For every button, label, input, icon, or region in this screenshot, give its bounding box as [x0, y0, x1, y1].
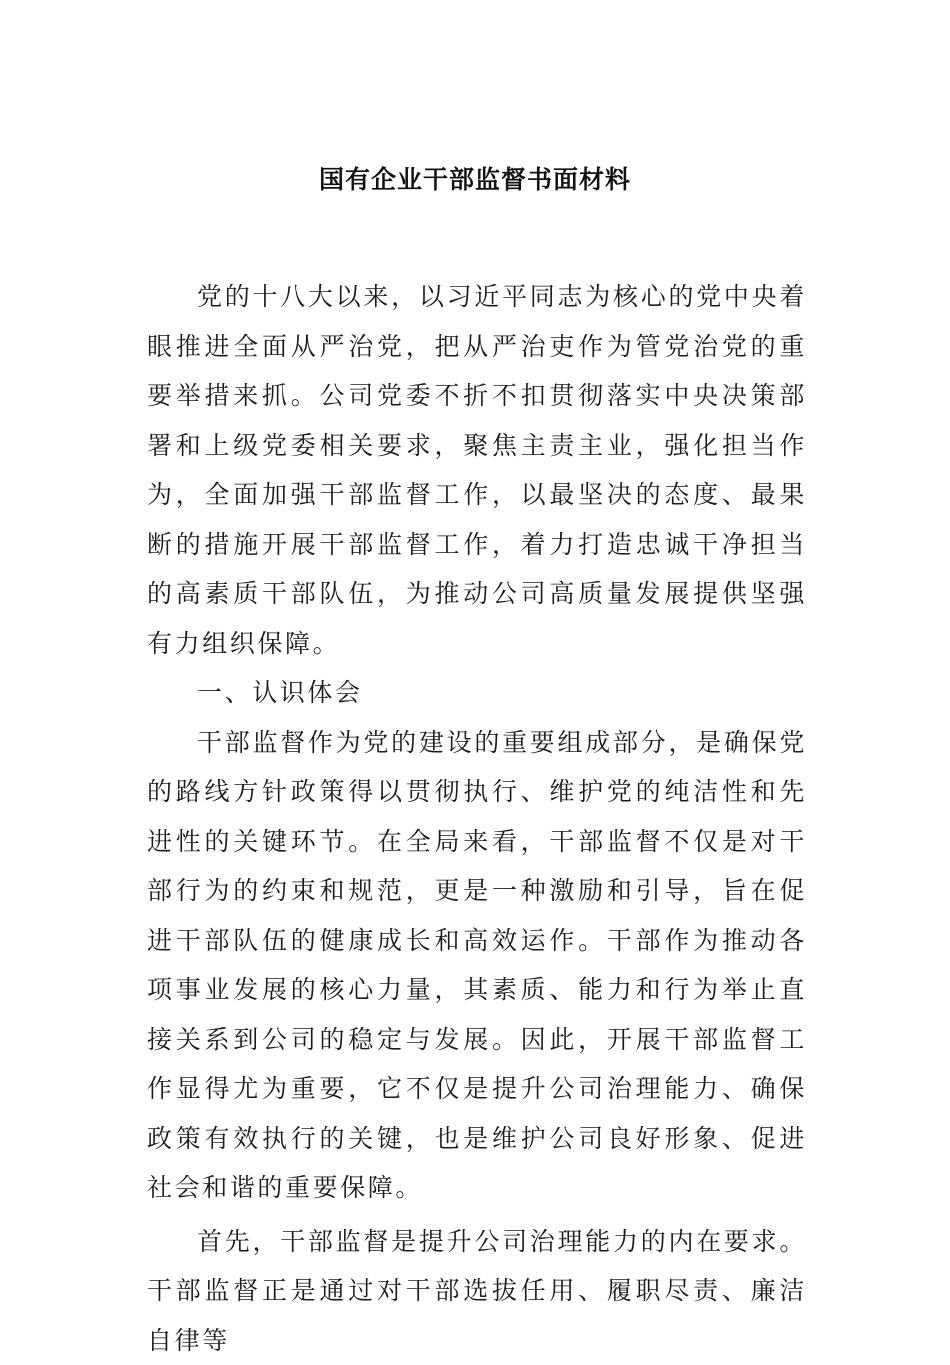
section-heading: 一、认识体会 — [147, 668, 807, 718]
document-body — [147, 272, 807, 1365]
paragraph-first-point: 首先，干部监督是提升公司治理能力的内在要求。干部监督正是通过对干部选拔任用、履职尽责、廉洁自律等 — [147, 1217, 807, 1365]
paragraph-intro: 党的十八大以来，以习近平同志为核心的党中央着眼推进全面从严治党，把从严治吏作为管党治党的重要举措来抓。公司党委不折不扣贯彻落实中央决策部署和上级党委相关要求，聚焦主责主业，强化担当作为，全面加强干部监督工作，以最坚决的态度、最果断的措施开展干部监督工作，着力打造忠诚干净担当的高素质干部队伍，为推动公司高质量发展提供坚强有力组织保障。 — [147, 272, 807, 668]
paragraph-understanding: 干部监督作为党的建设的重要组成部分，是确保党的路线方针政策得以贯彻执行、维护党的纯洁性和先进性的关键环节。在全局来看，干部监督不仅是对干部行为的约束和规范，更是一种激励和引导，旨在促进干部队伍的健康成长和高效运作。干部作为推动各项事业发展的核心力量，其素质、能力和行为举止直接关系到公司的稳定与发展。因此，开展干部监督工作显得尤为重要，它不仅是提升公司治理能力、确保政策有效执行的关键，也是维护公司良好形象、促进社会和谐的重要保障。 — [147, 718, 807, 1213]
document-title: 国有企业干部监督书面材料 — [0, 160, 950, 200]
